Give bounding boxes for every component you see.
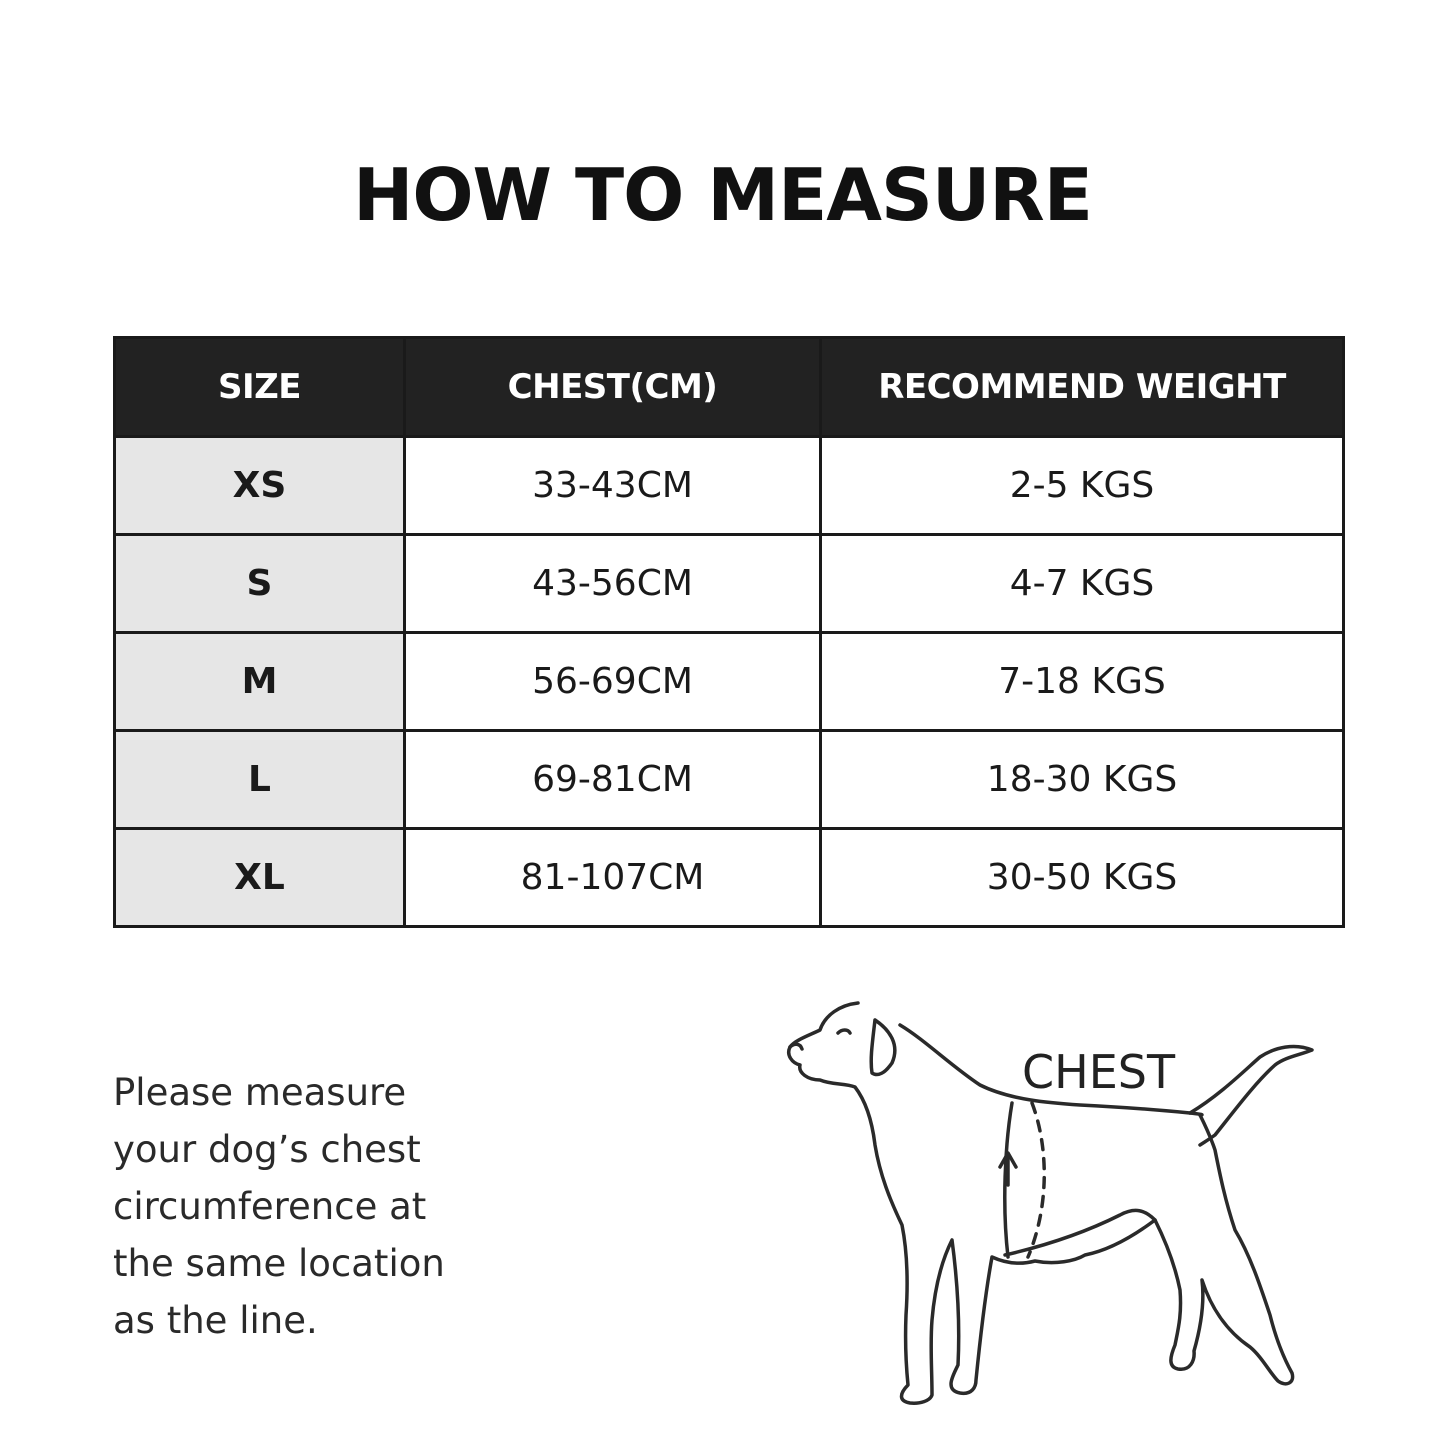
instruction-line: as the line. (113, 1299, 318, 1342)
instruction-line: circumference at (113, 1185, 427, 1228)
measure-instructions (113, 1064, 533, 1349)
header-size: SIZE (115, 338, 405, 437)
table-row (115, 829, 1344, 927)
chest-cell: 56-69CM (405, 633, 821, 731)
chest-cell: 81-107CM (405, 829, 821, 927)
dog-outline-icon (780, 985, 1325, 1425)
weight-cell: 7-18 KGS (821, 633, 1344, 731)
weight-cell: 4-7 KGS (821, 535, 1344, 633)
header-chest: CHEST(CM) (405, 338, 821, 437)
instruction-line: the same location (113, 1242, 445, 1285)
page-title: HOW TO MEASURE (353, 153, 1092, 237)
table-row (115, 731, 1344, 829)
size-cell: XS (115, 437, 405, 535)
table-header-row (115, 338, 1344, 437)
chest-cell: 43-56CM (405, 535, 821, 633)
chest-label: CHEST (1022, 1045, 1176, 1099)
instruction-line: Please measure (113, 1071, 407, 1114)
size-cell: M (115, 633, 405, 731)
instruction-line: your dog’s chest (113, 1128, 421, 1171)
size-cell: L (115, 731, 405, 829)
weight-cell: 2-5 KGS (821, 437, 1344, 535)
size-cell: S (115, 535, 405, 633)
dog-illustration (780, 985, 1325, 1425)
table-row (115, 633, 1344, 731)
size-cell: XL (115, 829, 405, 927)
weight-cell: 18-30 KGS (821, 731, 1344, 829)
table-row (115, 437, 1344, 535)
chest-cell: 33-43CM (405, 437, 821, 535)
chest-cell: 69-81CM (405, 731, 821, 829)
table-row (115, 535, 1344, 633)
header-weight: RECOMMEND WEIGHT (821, 338, 1344, 437)
weight-cell: 30-50 KGS (821, 829, 1344, 927)
size-chart-table (113, 336, 1345, 928)
